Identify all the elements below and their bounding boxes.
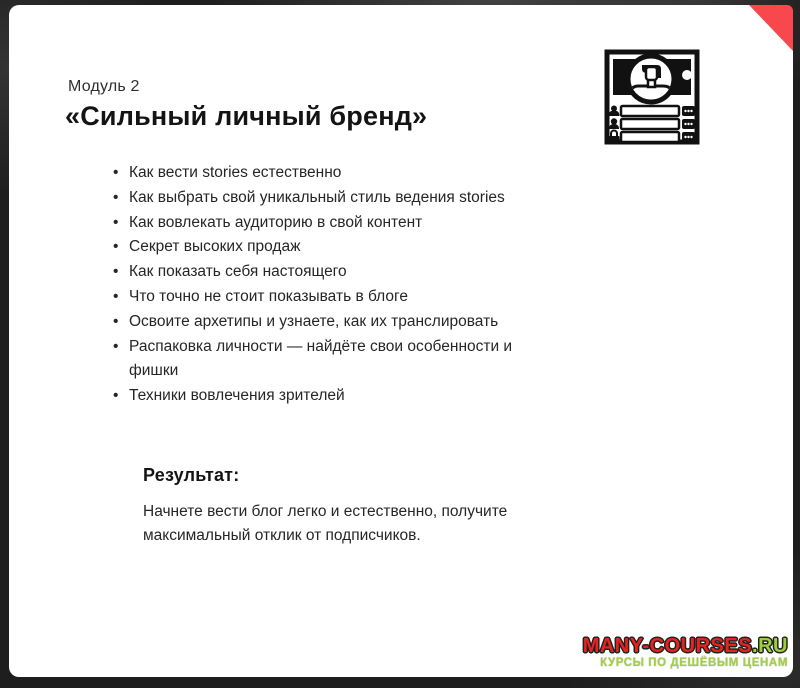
- topic-item: • Освоите архетипы и узнаете, как их транслировать: [129, 310, 539, 335]
- topic-item: • Техники вовлечения зрителей: [129, 384, 539, 409]
- page-title: «Сильный личный бренд»: [65, 101, 428, 131]
- watermark-tagline: КУРСЫ ПО ДЕШЁВЫМ ЦЕНАМ: [600, 656, 788, 669]
- folded-corner-decoration: [749, 5, 793, 51]
- topic-item: • Секрет высоких продаж: [129, 235, 539, 260]
- watermark-site-tld: .RU: [752, 634, 788, 657]
- watermark-site-name: [583, 636, 788, 656]
- watermark-site-red: MANY-COURSES: [582, 634, 753, 657]
- topics-list: [129, 161, 539, 409]
- module-card: [9, 5, 793, 677]
- module-label: Модуль 2: [68, 78, 140, 95]
- result-heading: Результат:: [143, 465, 240, 485]
- watermark: [583, 636, 788, 670]
- topic-item: • Как выбрать свой уникальный стиль ведения stories: [129, 186, 539, 211]
- topic-item: • Как вести stories естественно: [129, 161, 539, 186]
- result-text: Начнете вести блог легко и естественно, получите максимальный отклик от подписчиков.: [143, 503, 508, 544]
- topic-item: • Как показать себя настоящего: [129, 260, 539, 285]
- topic-item: • Как вовлекать аудиторию в свой контент: [129, 211, 539, 236]
- topic-item: • Распаковка личности — найдёте свои особенности и фишки: [129, 335, 539, 385]
- profile-card-icon: [604, 49, 700, 145]
- topic-item: • Что точно не стоит показывать в блоге: [129, 285, 539, 310]
